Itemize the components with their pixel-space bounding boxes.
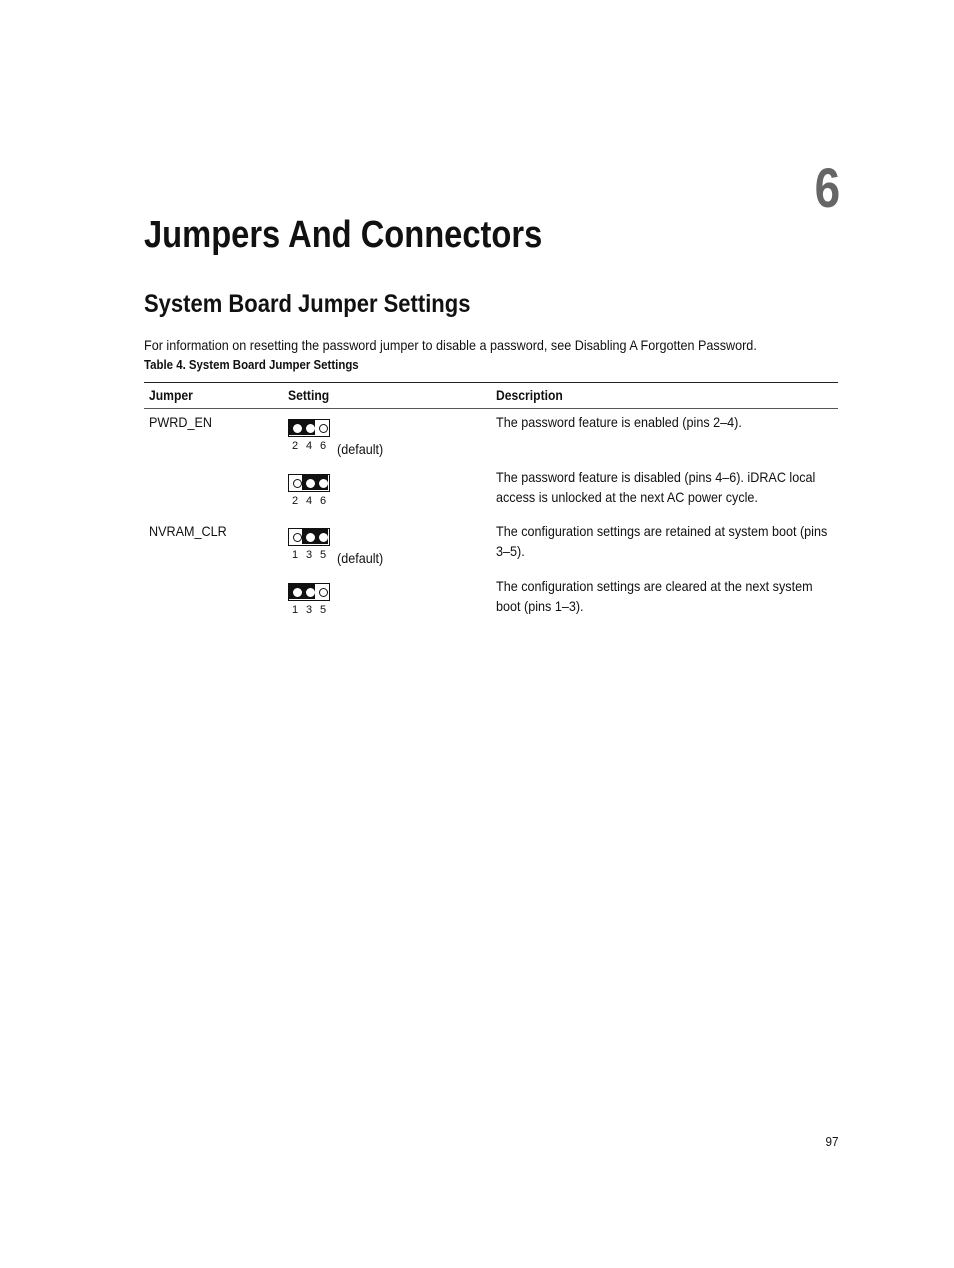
row-1-description: The password feature is enabled (pins 2–4). bbox=[496, 414, 742, 430]
table-top-rule bbox=[144, 382, 838, 383]
pin-label: 4 bbox=[306, 440, 313, 452]
row-3-description: The configuration settings are retained at system boot (pins 3–5). bbox=[496, 523, 828, 559]
chapter-title: Jumpers And Connectors bbox=[144, 214, 543, 256]
pin-label: 2 bbox=[292, 495, 299, 507]
pin-label: 1 bbox=[292, 549, 299, 561]
row-2-description: The password feature is disabled (pins 4–6). iDRAC local access is unlocked at the next AC power cycle. bbox=[496, 469, 816, 505]
pin-label: 2 bbox=[292, 440, 299, 452]
section-title: System Board Jumper Settings bbox=[144, 290, 471, 318]
header-description: Description bbox=[496, 388, 563, 403]
pin-label: 5 bbox=[320, 549, 327, 561]
pin-label: 6 bbox=[320, 495, 327, 507]
pin-1 bbox=[293, 479, 302, 488]
pin-2 bbox=[306, 424, 315, 433]
pin-labels bbox=[292, 495, 334, 508]
pin-1 bbox=[293, 424, 302, 433]
pin-1 bbox=[293, 533, 302, 542]
page-number: 97 bbox=[824, 1134, 838, 1149]
table-header-rule bbox=[144, 408, 838, 409]
row-3-jumper: NVRAM_CLR bbox=[149, 523, 227, 539]
jumper-header-outline bbox=[288, 419, 330, 437]
jumper-header-outline bbox=[288, 583, 330, 601]
row-1-jumper: PWRD_EN bbox=[149, 414, 213, 430]
jumper-header-outline bbox=[288, 528, 330, 546]
pin-2 bbox=[306, 533, 315, 542]
jumper-settings-table bbox=[144, 382, 838, 622]
header-jumper: Jumper bbox=[149, 388, 193, 403]
pin-label: 3 bbox=[306, 604, 313, 616]
table-caption: Table 4. System Board Jumper Settings bbox=[144, 357, 359, 372]
row-3-default-label: (default) bbox=[337, 550, 384, 566]
pin-label: 5 bbox=[320, 604, 327, 616]
row-4-description: The configuration settings are cleared at the next system boot (pins 1–3). bbox=[496, 578, 813, 614]
intro-paragraph: For information on resetting the password jumper to disable a password, see Disabling A Forgotten Password. bbox=[144, 337, 757, 353]
pin-3 bbox=[319, 588, 328, 597]
pin-label: 3 bbox=[306, 549, 313, 561]
pin-labels bbox=[292, 440, 334, 453]
pin-2 bbox=[306, 479, 315, 488]
row-1-default-label: (default) bbox=[337, 441, 384, 457]
pin-3 bbox=[319, 533, 328, 542]
pin-labels bbox=[292, 604, 334, 617]
pin-label: 4 bbox=[306, 495, 313, 507]
pin-2 bbox=[306, 588, 315, 597]
header-setting: Setting bbox=[288, 388, 330, 403]
pin-3 bbox=[319, 424, 328, 433]
pin-labels bbox=[292, 549, 334, 562]
jumper-header-outline bbox=[288, 474, 330, 492]
pin-label: 1 bbox=[292, 604, 299, 616]
chapter-number: 6 bbox=[814, 156, 840, 219]
pin-3 bbox=[319, 479, 328, 488]
pin-1 bbox=[293, 588, 302, 597]
pin-label: 6 bbox=[320, 440, 327, 452]
